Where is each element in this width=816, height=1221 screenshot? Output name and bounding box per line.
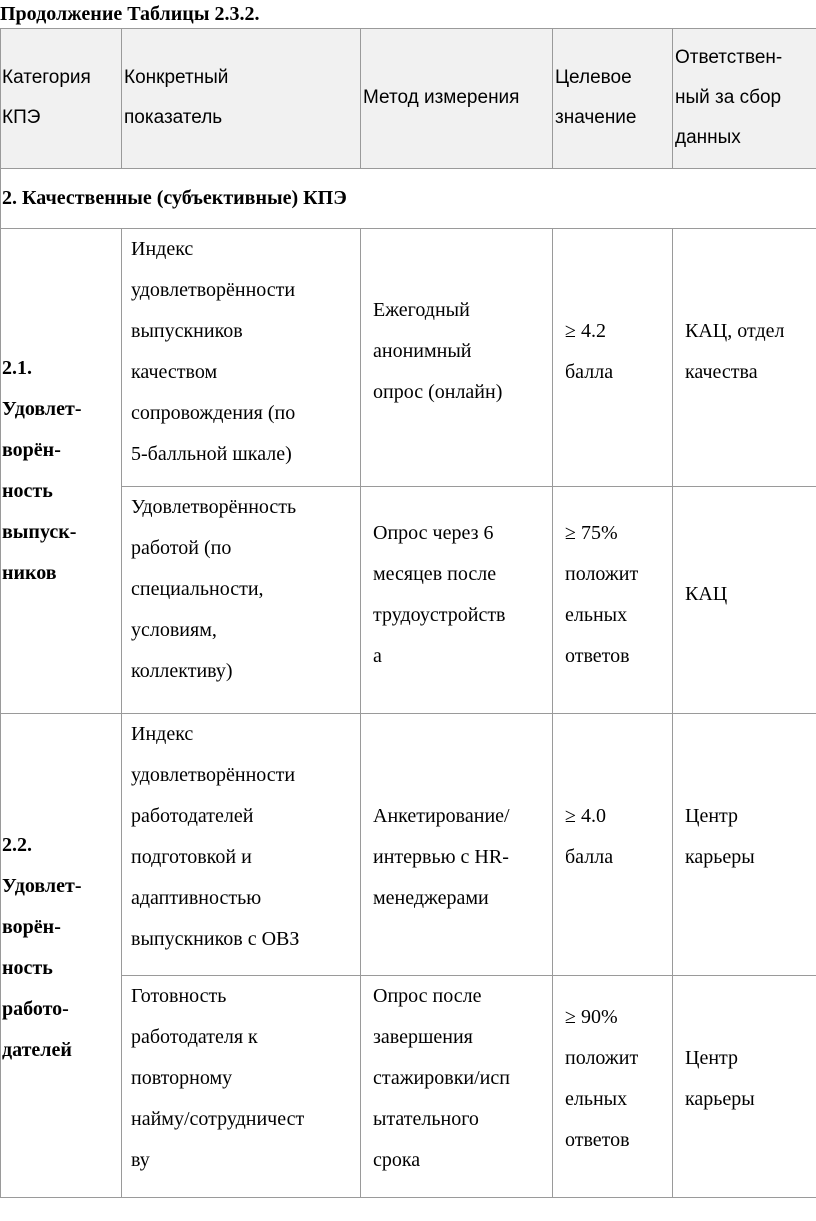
header-method-text: Метод измерения: [363, 87, 520, 108]
header-indicator-text: Конкретный показатель: [124, 67, 229, 128]
target-text: ≥ 4.0 балла: [565, 805, 614, 868]
rule: [121, 228, 122, 1198]
header-responsible-text: Ответствен- ный за сбор данных: [675, 47, 783, 148]
responsible-text: Центр карьеры: [685, 1047, 755, 1110]
rule: [0, 1197, 816, 1198]
rule: [672, 228, 673, 1198]
header-method: [363, 28, 552, 168]
method-text: Анкетирование/ интервью с HR- менеджерами: [373, 805, 510, 909]
category-cell: [2, 825, 121, 1085]
section-title-text: 2. Качественные (субъективные) КПЭ: [2, 186, 347, 209]
target-cell: [565, 311, 672, 486]
responsible-text: КАЦ: [685, 583, 728, 605]
method-text: Опрос после завершения стажировки/исп ытательного срока: [373, 985, 510, 1171]
target-text: ≥ 4.2 балла: [565, 320, 614, 383]
header-category-text: Категория КПЭ: [2, 67, 91, 128]
category-text: 2.2. Удовлет- ворён- ность работо- дателей: [2, 834, 82, 1061]
method-cell: [373, 976, 552, 1197]
target-cell: [565, 997, 672, 1197]
indicator-cell: [131, 714, 360, 975]
responsible-cell: [685, 796, 816, 975]
indicator-text: Удовлетворённость работой (по специальности, условиям, коллективу): [131, 496, 297, 682]
method-cell: [373, 796, 552, 975]
method-cell: [373, 513, 552, 713]
rule: [552, 28, 553, 168]
rule: [672, 28, 673, 168]
rule: [0, 28, 1, 1198]
rule: [360, 228, 361, 1198]
target-cell: [565, 513, 672, 713]
responsible-text: Центр карьеры: [685, 805, 755, 868]
indicator-cell: [131, 229, 360, 486]
header-indicator: [124, 28, 360, 168]
method-text: Ежегодный анонимный опрос (онлайн): [373, 299, 503, 403]
category-cell: [2, 228, 121, 713]
indicator-text: Индекс удовлетворённости выпускников качеством сопровождения (по 5-балльной шкале): [131, 238, 296, 465]
indicator-text: Готовность работодателя к повторному найму/сотрудничест ву: [131, 985, 305, 1171]
section-title: [2, 168, 816, 228]
rule: [360, 28, 361, 168]
responsible-cell: [685, 574, 816, 654]
category-text: 2.1. Удовлет- ворён- ность выпуск- ников: [2, 356, 82, 584]
method-text: Опрос через 6 месяцев после трудоустройств а: [373, 522, 506, 667]
target-cell: [565, 796, 672, 975]
header-target: [555, 28, 672, 168]
rule: [0, 228, 816, 229]
target-text: ≥ 75% положит ельных ответов: [565, 522, 639, 667]
responsible-text: КАЦ, отдел качества: [685, 320, 785, 383]
rule: [552, 228, 553, 1198]
indicator-cell: [131, 976, 360, 1197]
responsible-cell: [685, 1038, 816, 1197]
header-responsible: [675, 28, 816, 168]
table-caption: Продолжение Таблицы 2.3.2.: [0, 3, 260, 25]
target-text: ≥ 90% положит ельных ответов: [565, 1006, 639, 1151]
header-target-text: Целевое значение: [555, 67, 637, 128]
method-cell: [373, 290, 552, 486]
indicator-text: Индекс удовлетворённости работодателей подготовкой и адаптивностью выпускников с ОВЗ: [131, 723, 300, 950]
responsible-cell: [685, 311, 816, 486]
kpi-table: [0, 28, 816, 1198]
rule: [121, 28, 122, 168]
indicator-cell: [131, 487, 360, 713]
header-category: [2, 28, 121, 168]
rule: [0, 713, 816, 714]
